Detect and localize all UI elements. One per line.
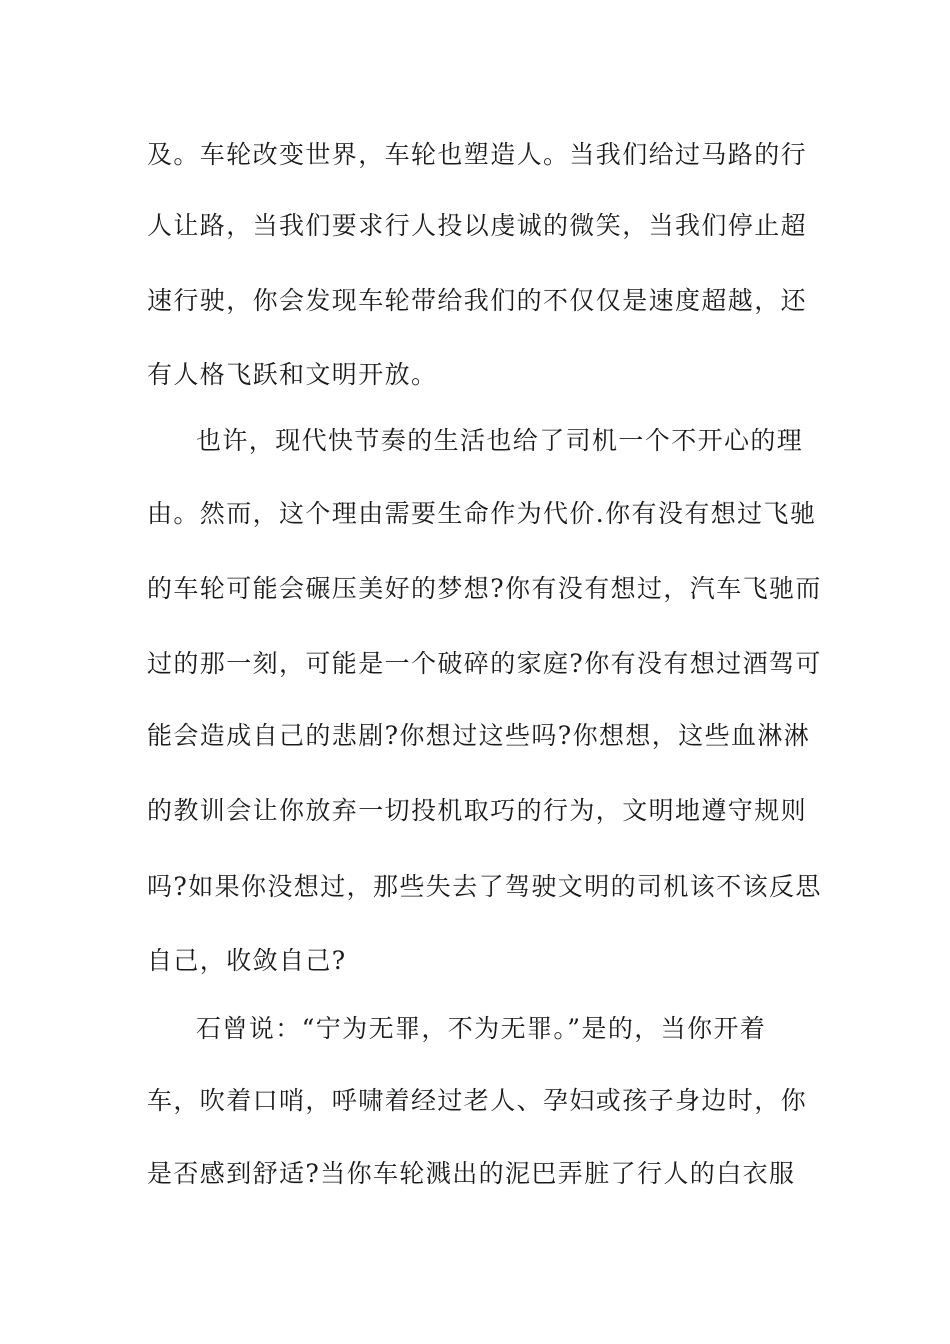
text-line: 由。然而，这个理由需要生命作为代价.你有没有想过飞驰 — [147, 499, 817, 528]
text-line: 过的那一刻，可能是一个破碎的家庭?你有没有想过酒驾可 — [147, 649, 822, 678]
text-line: 吗?如果你没想过，那些失去了驾驶文明的司机该不该反思 — [147, 872, 822, 901]
text-line: 也许，现代快节奏的生活也给了司机一个不开心的理 — [196, 426, 804, 455]
text-line: 能会造成自己的悲剧?你想过这些吗?你想想，这些血淋淋 — [147, 721, 811, 750]
text-line: 石曾说：“宁为无罪，不为无罪。”是的，当你开着 — [196, 1014, 767, 1043]
text-line: 及。车轮改变世界，车轮也塑造人。当我们给过马路的行 — [147, 140, 808, 169]
text-line: 人让路，当我们要求行人投以虔诚的微笑，当我们停止超 — [147, 211, 808, 240]
text-line: 的车轮可能会碾压美好的梦想?你有没有想过，汽车飞驰而 — [147, 574, 822, 603]
text-line: 的教训会让你放弃一切投机取巧的行为，文明地遵守规则 — [147, 796, 808, 825]
text-line: 自己，收敛自己? — [147, 946, 347, 975]
text-line: 速行驶，你会发现车轮带给我们的不仅仅是速度超越，还 — [147, 286, 808, 315]
text-line: 车，吹着口哨，呼啸着经过老人、孕妇或孩子身边时，你 — [147, 1086, 808, 1115]
text-line: 是否感到舒适?当你车轮溅出的泥巴弄脏了行人的白衣服 — [147, 1159, 796, 1188]
text-line: 有人格飞跃和文明开放。 — [147, 360, 438, 389]
